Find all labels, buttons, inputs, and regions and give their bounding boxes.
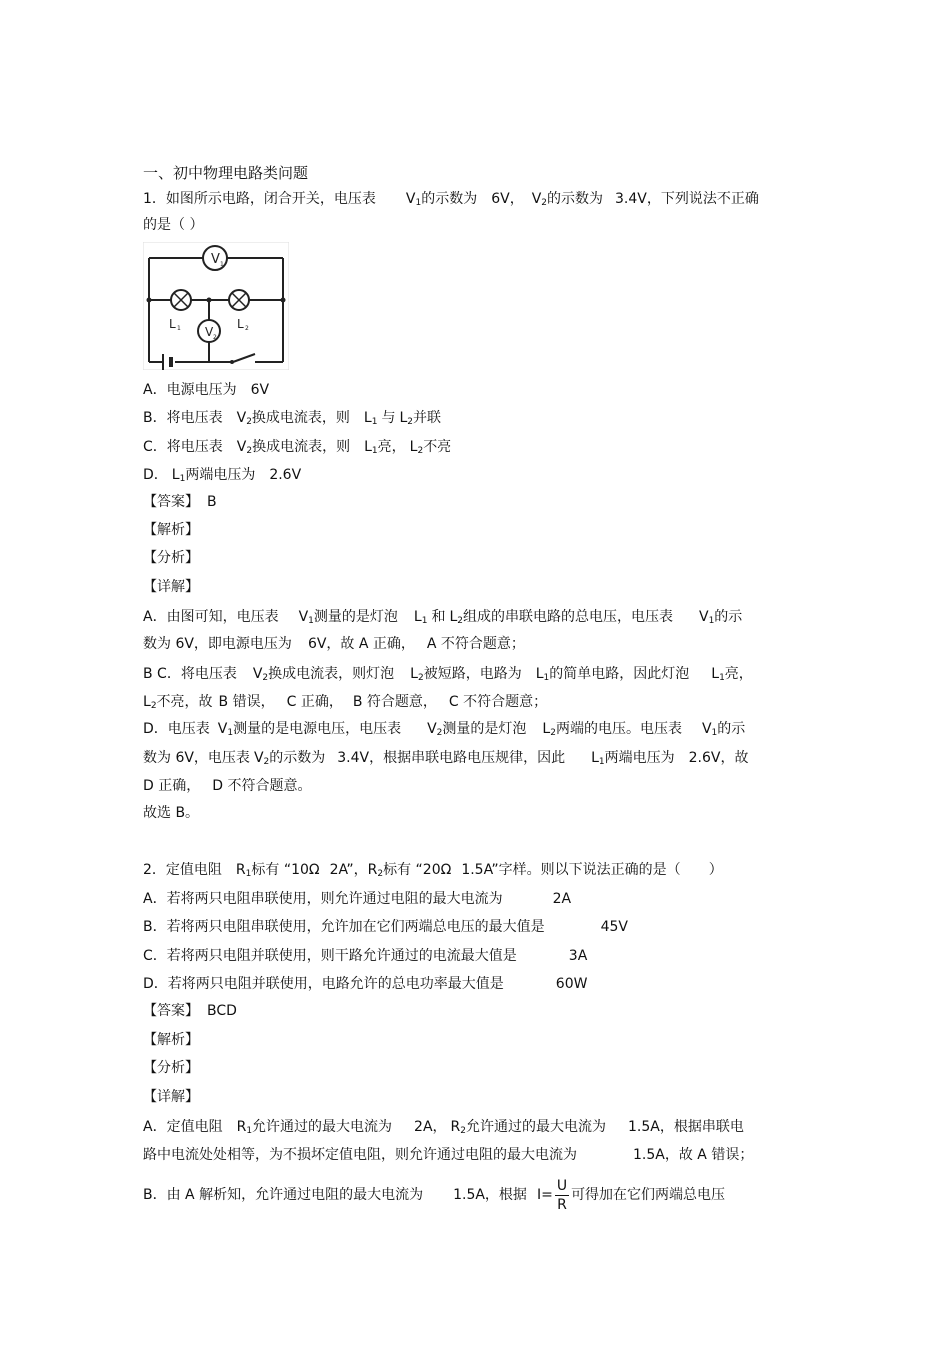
text: 2A， xyxy=(414,1119,447,1135)
q1-explain-a-line1 xyxy=(143,607,742,631)
v-label: V xyxy=(701,721,712,737)
text: 的简单电路，因此灯泡 xyxy=(549,666,690,682)
text: D．电压表 xyxy=(143,721,210,737)
text: B 错误， xyxy=(218,694,275,710)
q1-stem-line1 xyxy=(143,189,759,213)
text: A．由图可知，电压表 xyxy=(143,609,279,625)
formula-symbol: = xyxy=(541,1187,553,1203)
text: 1.5A，故 A 错误； xyxy=(633,1147,754,1163)
text: 被短路，电路为 xyxy=(423,666,522,682)
subscript: 1 xyxy=(308,616,314,626)
text: B C．将电压表 xyxy=(143,666,237,682)
q1-stem-text: 的示数为 xyxy=(547,191,604,207)
r-label: R xyxy=(236,1119,247,1135)
text: 组成的串联电路的总电压，电压表 xyxy=(462,609,673,625)
svg-text:V: V xyxy=(211,252,220,267)
option-text: 不亮 xyxy=(423,439,452,455)
formula-fraction xyxy=(555,1177,569,1214)
q1-explain-bc-line1 xyxy=(143,664,753,688)
text: 的示 xyxy=(714,609,743,625)
l-label: L xyxy=(542,721,551,737)
q1-answer xyxy=(143,492,217,512)
subscript: 2 xyxy=(460,1126,466,1136)
text: 标有 “10Ω xyxy=(251,862,320,878)
v-label: V xyxy=(298,609,309,625)
v-label: V xyxy=(253,750,264,766)
q1-option-d xyxy=(143,465,301,489)
lamp-l2-icon xyxy=(229,290,249,310)
q1-stem-text: 3.4V，下列说法不正确 xyxy=(615,191,759,207)
svg-text:V: V xyxy=(205,325,214,339)
subscript: 2 xyxy=(262,673,269,683)
option-text: 亮， xyxy=(377,439,406,455)
subscript: 2 xyxy=(263,757,270,767)
lamp-l2-label: L xyxy=(237,317,244,331)
q1-stem-text: 的示数为 xyxy=(421,191,478,207)
subscript: 2 xyxy=(407,417,414,427)
v-label: V xyxy=(698,609,709,625)
option-value: 6V xyxy=(250,382,270,398)
v-label: V xyxy=(252,666,263,682)
text: 和 xyxy=(431,609,446,625)
option-text: 换成电流表，则 xyxy=(252,439,351,455)
q2-option-c xyxy=(143,946,587,966)
q1-explain-d-line2 xyxy=(143,748,748,772)
q1-option-a xyxy=(143,380,269,400)
text: A．定值电阻 xyxy=(143,1119,223,1135)
option-text: 换成电流表，则 xyxy=(251,410,350,426)
text: 两端的电压。电压表 xyxy=(555,721,682,737)
text: 亮， xyxy=(724,666,753,682)
text: D 正确， xyxy=(143,778,201,794)
answer-value: BCD xyxy=(207,1003,237,1019)
subscript: 1 xyxy=(598,757,605,767)
subscript: 1 xyxy=(371,417,378,427)
l-label: L xyxy=(449,609,458,625)
l-label: L xyxy=(711,666,720,682)
v-label: V xyxy=(427,721,437,737)
option-text: A．若将两只电阻串联使用，则允许通过电阻的最大电流为 xyxy=(143,891,503,907)
q2-option-a xyxy=(143,889,571,909)
text: 换成电流表，则灯泡 xyxy=(268,666,395,682)
subscript: 2 xyxy=(541,198,548,208)
subscript: 2 xyxy=(417,673,424,683)
q1-jiexi-heading: 【解析】 xyxy=(143,522,199,538)
text: 1.5A，根据串联电 xyxy=(628,1119,744,1135)
text: 不亮，故 xyxy=(156,694,213,710)
text: 允许通过的最大电流为 xyxy=(466,1119,606,1135)
l-label: L xyxy=(399,410,408,426)
lamp-l1-label: L xyxy=(169,317,176,331)
lamp-l2-subscript: 2 xyxy=(245,325,249,332)
text: 1.5A”字样。则以下说法正确的是（ xyxy=(461,862,681,878)
text: B．由 A 解析知，允许通过电阻的最大电流为 xyxy=(143,1187,424,1203)
subscript: 2 xyxy=(377,869,384,879)
text: 的示数为 xyxy=(269,750,326,766)
option-value: 45V xyxy=(600,919,629,935)
subscript: 1 xyxy=(421,616,428,626)
subscript: 2 xyxy=(457,616,463,626)
text: 6V，故 A 正确， xyxy=(307,636,415,652)
text: 2.6V，故 xyxy=(688,750,749,766)
subscript: 1 xyxy=(371,446,378,456)
subscript: 2 xyxy=(550,728,556,738)
l-label: L xyxy=(410,666,418,682)
q2-answer xyxy=(143,1001,237,1021)
text: B 符合题意， xyxy=(352,694,437,710)
r-label: R xyxy=(235,862,246,878)
text: 路中电流处处相等，为不损坏定值电阻，则允许通过电阻的最大电流为 xyxy=(143,1147,577,1163)
subscript: 1 xyxy=(708,616,715,626)
option-text: D．若将两只电阻并联使用，电路允许的总电功率最大值是 xyxy=(143,976,504,992)
answer-label: 【答案】 xyxy=(143,494,199,510)
q1-option-c xyxy=(143,437,451,461)
text: 两端电压为 xyxy=(604,750,675,766)
l-label: L xyxy=(413,609,422,625)
junction-dot xyxy=(281,298,286,303)
answer-label: 【答案】 xyxy=(143,1003,199,1019)
option-text: B．将电压表 xyxy=(143,410,223,426)
q2-explain-a-line2 xyxy=(143,1145,753,1165)
l-label: L xyxy=(171,467,180,483)
text: C 正确， xyxy=(286,694,343,710)
subscript: 1 xyxy=(711,728,718,738)
formula-denominator: R xyxy=(557,1196,567,1213)
subscript: 1 xyxy=(246,1126,253,1136)
subscript: 2 xyxy=(417,446,424,456)
q1-xiangjie-heading: 【详解】 xyxy=(143,579,199,595)
r-label: R xyxy=(367,862,378,878)
q1-conclusion: 故选 B。 xyxy=(143,805,200,821)
v-label: V xyxy=(217,721,228,737)
q1-stem-line2: 的是（ ） xyxy=(143,217,204,233)
subscript: 2 xyxy=(436,728,443,738)
q1-stem-value: 6V， xyxy=(491,191,524,207)
q2-jiexi-heading: 【解析】 xyxy=(143,1032,199,1048)
option-text: B．若将两只电阻串联使用，允许加在它们两端总电压的最大值是 xyxy=(143,919,545,935)
text: 标有 “20Ω xyxy=(383,862,452,878)
q2-option-b xyxy=(143,917,628,937)
formula-numerator: U xyxy=(556,1177,568,1194)
text: 3.4V，根据串联电路电压规律，因此 xyxy=(337,750,566,766)
q1-stem-text: 1．如图所示电路，闭合开关，电压表 xyxy=(143,191,376,207)
q2-xiangjie-heading: 【详解】 xyxy=(143,1089,199,1105)
subscript: 1 xyxy=(227,728,234,738)
q1-option-b xyxy=(143,408,441,432)
text: D 不符合题意。 xyxy=(212,778,312,794)
voltmeter-v2-icon xyxy=(198,320,220,342)
text: 2A”， xyxy=(329,862,368,878)
q2-stem xyxy=(143,860,723,884)
formula-symbol: I xyxy=(536,1187,542,1203)
text: 测量的是灯泡 xyxy=(313,609,398,625)
text: 数为 6V，即电源电压为 xyxy=(143,636,292,652)
circuit-diagram xyxy=(143,242,289,370)
section-title: 一、初中物理电路类问题 xyxy=(143,164,309,182)
q1-explain-d-line3 xyxy=(143,776,311,796)
text: 允许通过的最大电流为 xyxy=(252,1119,393,1135)
q2-explain-a-line1 xyxy=(143,1117,744,1141)
text: ） xyxy=(708,862,723,878)
voltmeter-v1-icon xyxy=(203,246,227,270)
q2-explain-b-line1 xyxy=(143,1176,725,1214)
svg-text:2: 2 xyxy=(213,334,217,341)
option-text: 并联 xyxy=(413,410,442,426)
text: C 不符合题意； xyxy=(448,694,548,710)
q2-fenxi-heading: 【分析】 xyxy=(143,1060,199,1076)
subscript: 1 xyxy=(543,673,550,683)
subscript: 1 xyxy=(719,673,725,683)
text: 的示 xyxy=(717,721,746,737)
l-label: L xyxy=(535,666,544,682)
l-label: L xyxy=(409,439,418,455)
r-label: R xyxy=(450,1119,461,1135)
subscript: 2 xyxy=(150,701,157,711)
text: A 不符合题意； xyxy=(426,636,525,652)
option-text: 与 xyxy=(381,410,396,426)
l-label: L xyxy=(591,750,599,766)
lamp-l1-subscript: 1 xyxy=(177,325,181,332)
switch-pivot xyxy=(230,360,234,364)
q1-fenxi-heading: 【分析】 xyxy=(143,550,199,566)
subscript: 1 xyxy=(415,198,422,208)
q1-explain-d-line1 xyxy=(143,719,745,743)
subscript: 1 xyxy=(245,869,252,879)
text: 1.5A，根据 xyxy=(453,1187,527,1203)
q1-explain-a-line2 xyxy=(143,634,525,654)
v-label: V xyxy=(531,191,542,207)
v-label: V xyxy=(405,191,416,207)
l-label: L xyxy=(143,694,151,710)
junction-dot xyxy=(207,298,212,303)
q2-option-d xyxy=(143,974,587,994)
option-text: A．电源电压为 xyxy=(143,382,237,398)
option-value: 2.6V xyxy=(269,467,302,483)
l-label: L xyxy=(364,439,372,455)
l-label: L xyxy=(363,410,372,426)
option-text: 两端电压为 xyxy=(185,467,256,483)
option-value: 60W xyxy=(555,976,588,992)
option-text: C．将电压表 xyxy=(143,439,223,455)
text: 测量的是灯泡 xyxy=(442,721,527,737)
answer-value: B xyxy=(207,494,217,510)
option-text: C．若将两只电阻并联使用，则干路允许通过的电流最大值是 xyxy=(143,948,517,964)
option-value: 2A xyxy=(552,891,572,907)
v-label: V xyxy=(236,410,247,426)
text: 2．定值电阻 xyxy=(143,862,222,878)
v-label: V xyxy=(236,439,247,455)
q1-explain-bc-line2 xyxy=(143,692,547,716)
junction-dot xyxy=(147,298,152,303)
option-value: 3A xyxy=(568,948,588,964)
subscript: 2 xyxy=(246,446,253,456)
option-text: D． xyxy=(143,467,168,483)
lamp-l1-icon xyxy=(171,290,191,310)
text: 数为 6V，电压表 xyxy=(143,750,250,766)
subscript: 2 xyxy=(246,417,252,427)
text: 测量的是电源电压，电压表 xyxy=(233,721,402,737)
subscript: 1 xyxy=(179,474,186,484)
svg-text:1: 1 xyxy=(220,261,224,268)
text: 可得加在它们两端总电压 xyxy=(571,1187,726,1203)
